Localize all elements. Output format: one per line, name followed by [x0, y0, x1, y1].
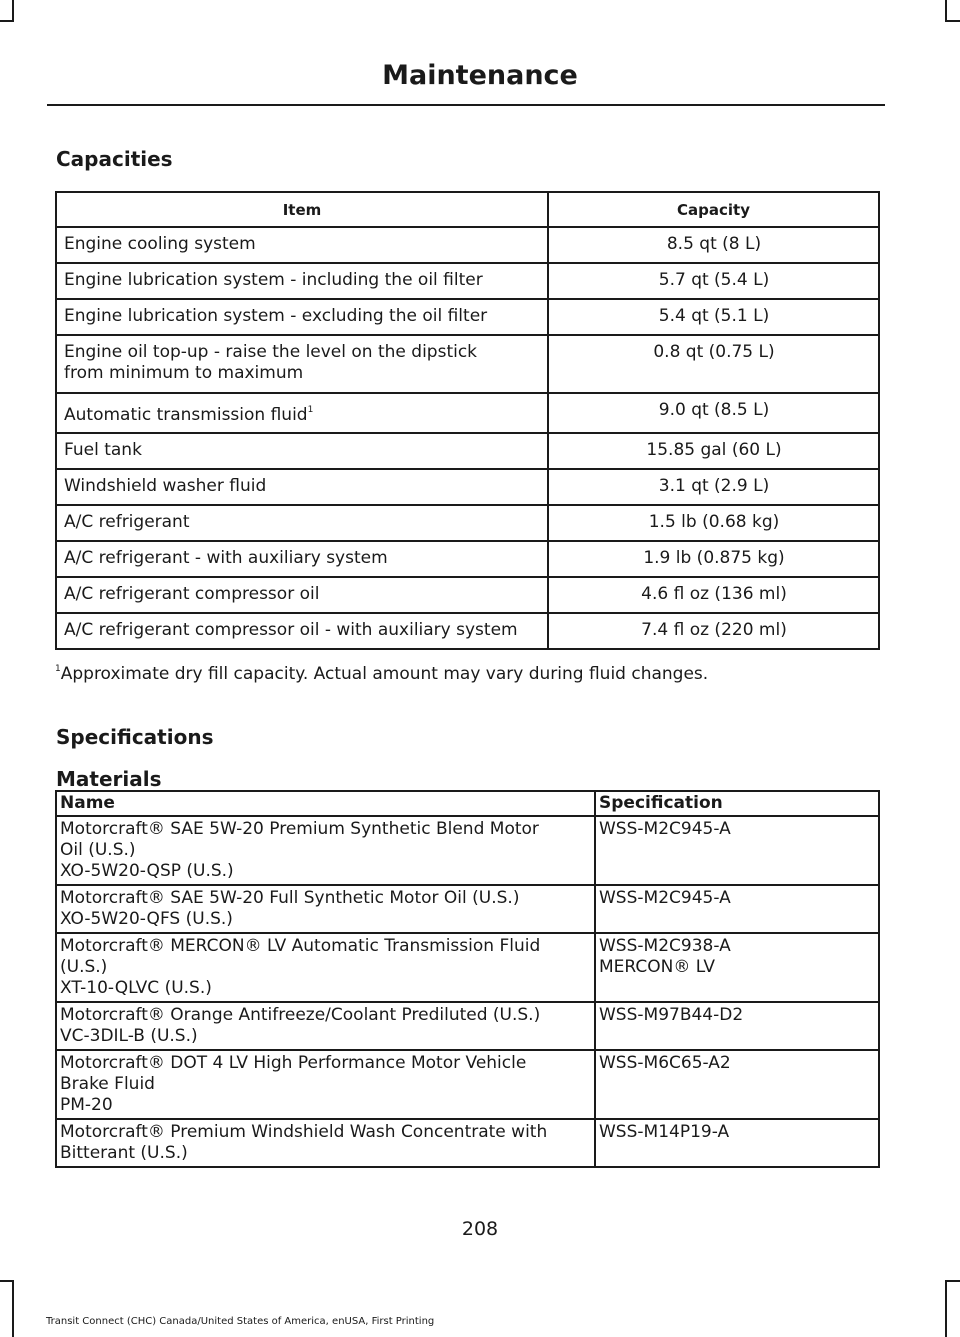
footnote-marker: 1: [55, 664, 61, 674]
column-header-item: Item: [56, 192, 548, 227]
footnote-text: Approximate dry fill capacity. Actual amount may vary during fluid changes.: [60, 664, 709, 684]
material-name-text: Brake Fluid: [60, 1074, 155, 1094]
crop-mark-top-right: [945, 20, 960, 22]
material-name-text: Motorcraft® SAE 5W-20 Premium Synthetic Blend Motor: [60, 819, 539, 839]
capacity-item-text: A/C refrigerant: [64, 512, 190, 532]
material-name-text: Motorcraft® Orange Antifreeze/Coolant Prediluted (U.S.): [60, 1005, 541, 1025]
material-spec-text: WSS-M2C945-A: [599, 888, 731, 908]
capacity-row: [56, 613, 879, 649]
material-name-text: Motorcraft® SAE 5W-20 Full Synthetic Motor Oil (U.S.): [60, 888, 520, 908]
material-name-text: Motorcraft® Premium Windshield Wash Concentrate with: [60, 1122, 548, 1142]
material-spec-text: MERCON® LV: [599, 957, 715, 977]
footer-publication-info: Transit Connect (CHC) Canada/United States of America, enUSA, First Printing: [46, 1316, 435, 1327]
capacity-row: [56, 505, 879, 541]
capacity-item-text: Automatic transmission fluid: [64, 405, 308, 425]
page-number: 208: [461, 1218, 499, 1240]
capacity-item-cell: [56, 577, 548, 613]
page-header-title: Maintenance: [382, 60, 578, 91]
capacity-item-text: A/C refrigerant - with auxiliary system: [64, 548, 388, 568]
capacity-item-text: A/C refrigerant compressor oil: [64, 584, 320, 604]
column-header-capacity: Capacity: [548, 192, 879, 227]
material-name-cell: [56, 1002, 595, 1050]
capacity-value-cell: 9.0 qt (8.5 L): [548, 393, 879, 433]
material-spec-text: WSS-M6C65-A2: [599, 1053, 731, 1073]
capacity-row: [56, 469, 879, 505]
capacity-value-cell: 1.9 lb (0.875 kg): [548, 541, 879, 577]
material-spec-cell: [595, 1002, 879, 1050]
capacities-body: [56, 227, 879, 649]
material-spec-text: WSS-M14P19-A: [599, 1122, 730, 1142]
capacity-value-cell: 1.5 lb (0.68 kg): [548, 505, 879, 541]
material-spec-cell: [595, 885, 879, 933]
material-spec-cell: [595, 816, 879, 885]
capacity-row: [56, 541, 879, 577]
materials-title: Materials: [56, 767, 162, 791]
material-name-cell: [56, 1119, 595, 1167]
capacity-row: [56, 393, 879, 433]
material-name-text: XO-5W20-QFS (U.S.): [60, 909, 233, 929]
material-spec-cell: [595, 933, 879, 1002]
material-row: [56, 933, 879, 1002]
crop-mark-bottom-right: [945, 1280, 960, 1282]
material-name-text: XO-5W20-QSP (U.S.): [60, 861, 234, 881]
column-header-specification: Specification: [595, 791, 879, 816]
capacity-item-text: Engine lubrication system - excluding the oil filter: [64, 306, 488, 326]
capacity-item-cell: [56, 393, 548, 433]
material-spec-text: WSS-M97B44-D2: [599, 1005, 744, 1025]
materials-body: [56, 816, 879, 1167]
material-name-cell: [56, 1050, 595, 1119]
capacity-item-text: Fuel tank: [64, 440, 142, 460]
material-row: [56, 1119, 879, 1167]
capacity-row: [56, 227, 879, 263]
material-spec-text: WSS-M2C938-A: [599, 936, 731, 956]
material-row: [56, 816, 879, 885]
capacity-value-cell: 15.85 gal (60 L): [548, 433, 879, 469]
capacities-table: [55, 191, 880, 650]
capacities-header-row: [56, 192, 879, 227]
material-name-cell: [56, 885, 595, 933]
materials-table: [55, 790, 880, 1168]
capacities-footnote: [55, 664, 708, 684]
capacity-item-cell: [56, 335, 548, 393]
material-name-text: Oil (U.S.): [60, 840, 136, 860]
capacity-value-cell: 3.1 qt (2.9 L): [548, 469, 879, 505]
material-row: [56, 1050, 879, 1119]
capacity-item-text: Windshield washer fluid: [64, 476, 267, 496]
capacity-item-text: from minimum to maximum: [64, 363, 304, 383]
capacity-item-cell: [56, 541, 548, 577]
material-row: [56, 885, 879, 933]
material-name-text: Motorcraft® DOT 4 LV High Performance Motor Vehicle: [60, 1053, 527, 1073]
capacity-item-text: Engine oil top-up - raise the level on the dipstick: [64, 342, 478, 362]
capacity-value-cell: 8.5 qt (8 L): [548, 227, 879, 263]
crop-mark-top-left: [0, 20, 14, 22]
footnote-ref: 1: [307, 405, 314, 415]
capacity-item-cell: [56, 613, 548, 649]
capacity-value-cell: 7.4 fl oz (220 ml): [548, 613, 879, 649]
crop-mark-top-right: [945, 0, 947, 22]
capacity-item-text: A/C refrigerant compressor oil - with auxiliary system: [64, 620, 518, 640]
specifications-title: Specifications: [56, 725, 214, 749]
material-spec-cell: [595, 1050, 879, 1119]
capacities-title: Capacities: [56, 147, 173, 171]
capacity-item-cell: [56, 227, 548, 263]
capacity-row: [56, 577, 879, 613]
capacity-item-cell: [56, 469, 548, 505]
material-name-text: XT-10-QLVC (U.S.): [60, 978, 212, 998]
material-name-text: VC-3DIL-B (U.S.): [60, 1026, 198, 1046]
material-name-text: PM-20: [60, 1095, 113, 1115]
capacity-item-text: Engine cooling system: [64, 234, 256, 254]
capacity-row: [56, 299, 879, 335]
capacity-item-cell: [56, 433, 548, 469]
capacity-value-cell: 4.6 fl oz (136 ml): [548, 577, 879, 613]
header-divider: [47, 104, 885, 106]
capacity-row: [56, 433, 879, 469]
material-spec-text: WSS-M2C945-A: [599, 819, 731, 839]
capacity-value-cell: 5.7 qt (5.4 L): [548, 263, 879, 299]
capacity-item-cell: [56, 263, 548, 299]
capacity-row: [56, 335, 879, 393]
crop-mark-bottom-left: [0, 1280, 14, 1282]
column-header-name: Name: [56, 791, 595, 816]
capacity-item-text: Engine lubrication system - including the oil filter: [64, 270, 483, 290]
crop-mark-bottom-right: [945, 1280, 947, 1337]
material-name-text: (U.S.): [60, 957, 108, 977]
material-name-cell: [56, 933, 595, 1002]
material-spec-cell: [595, 1119, 879, 1167]
material-name-text: Bitterant (U.S.): [60, 1143, 188, 1163]
material-name-cell: [56, 816, 595, 885]
crop-mark-top-left: [12, 0, 14, 22]
capacity-item-cell: [56, 299, 548, 335]
capacity-value-cell: 0.8 qt (0.75 L): [548, 335, 879, 393]
material-name-text: Motorcraft® MERCON® LV Automatic Transmission Fluid: [60, 936, 541, 956]
capacity-row: [56, 263, 879, 299]
material-row: [56, 1002, 879, 1050]
capacity-item-cell: [56, 505, 548, 541]
materials-header-row: [56, 791, 879, 816]
capacity-value-cell: 5.4 qt (5.1 L): [548, 299, 879, 335]
crop-mark-bottom-left: [12, 1280, 14, 1337]
